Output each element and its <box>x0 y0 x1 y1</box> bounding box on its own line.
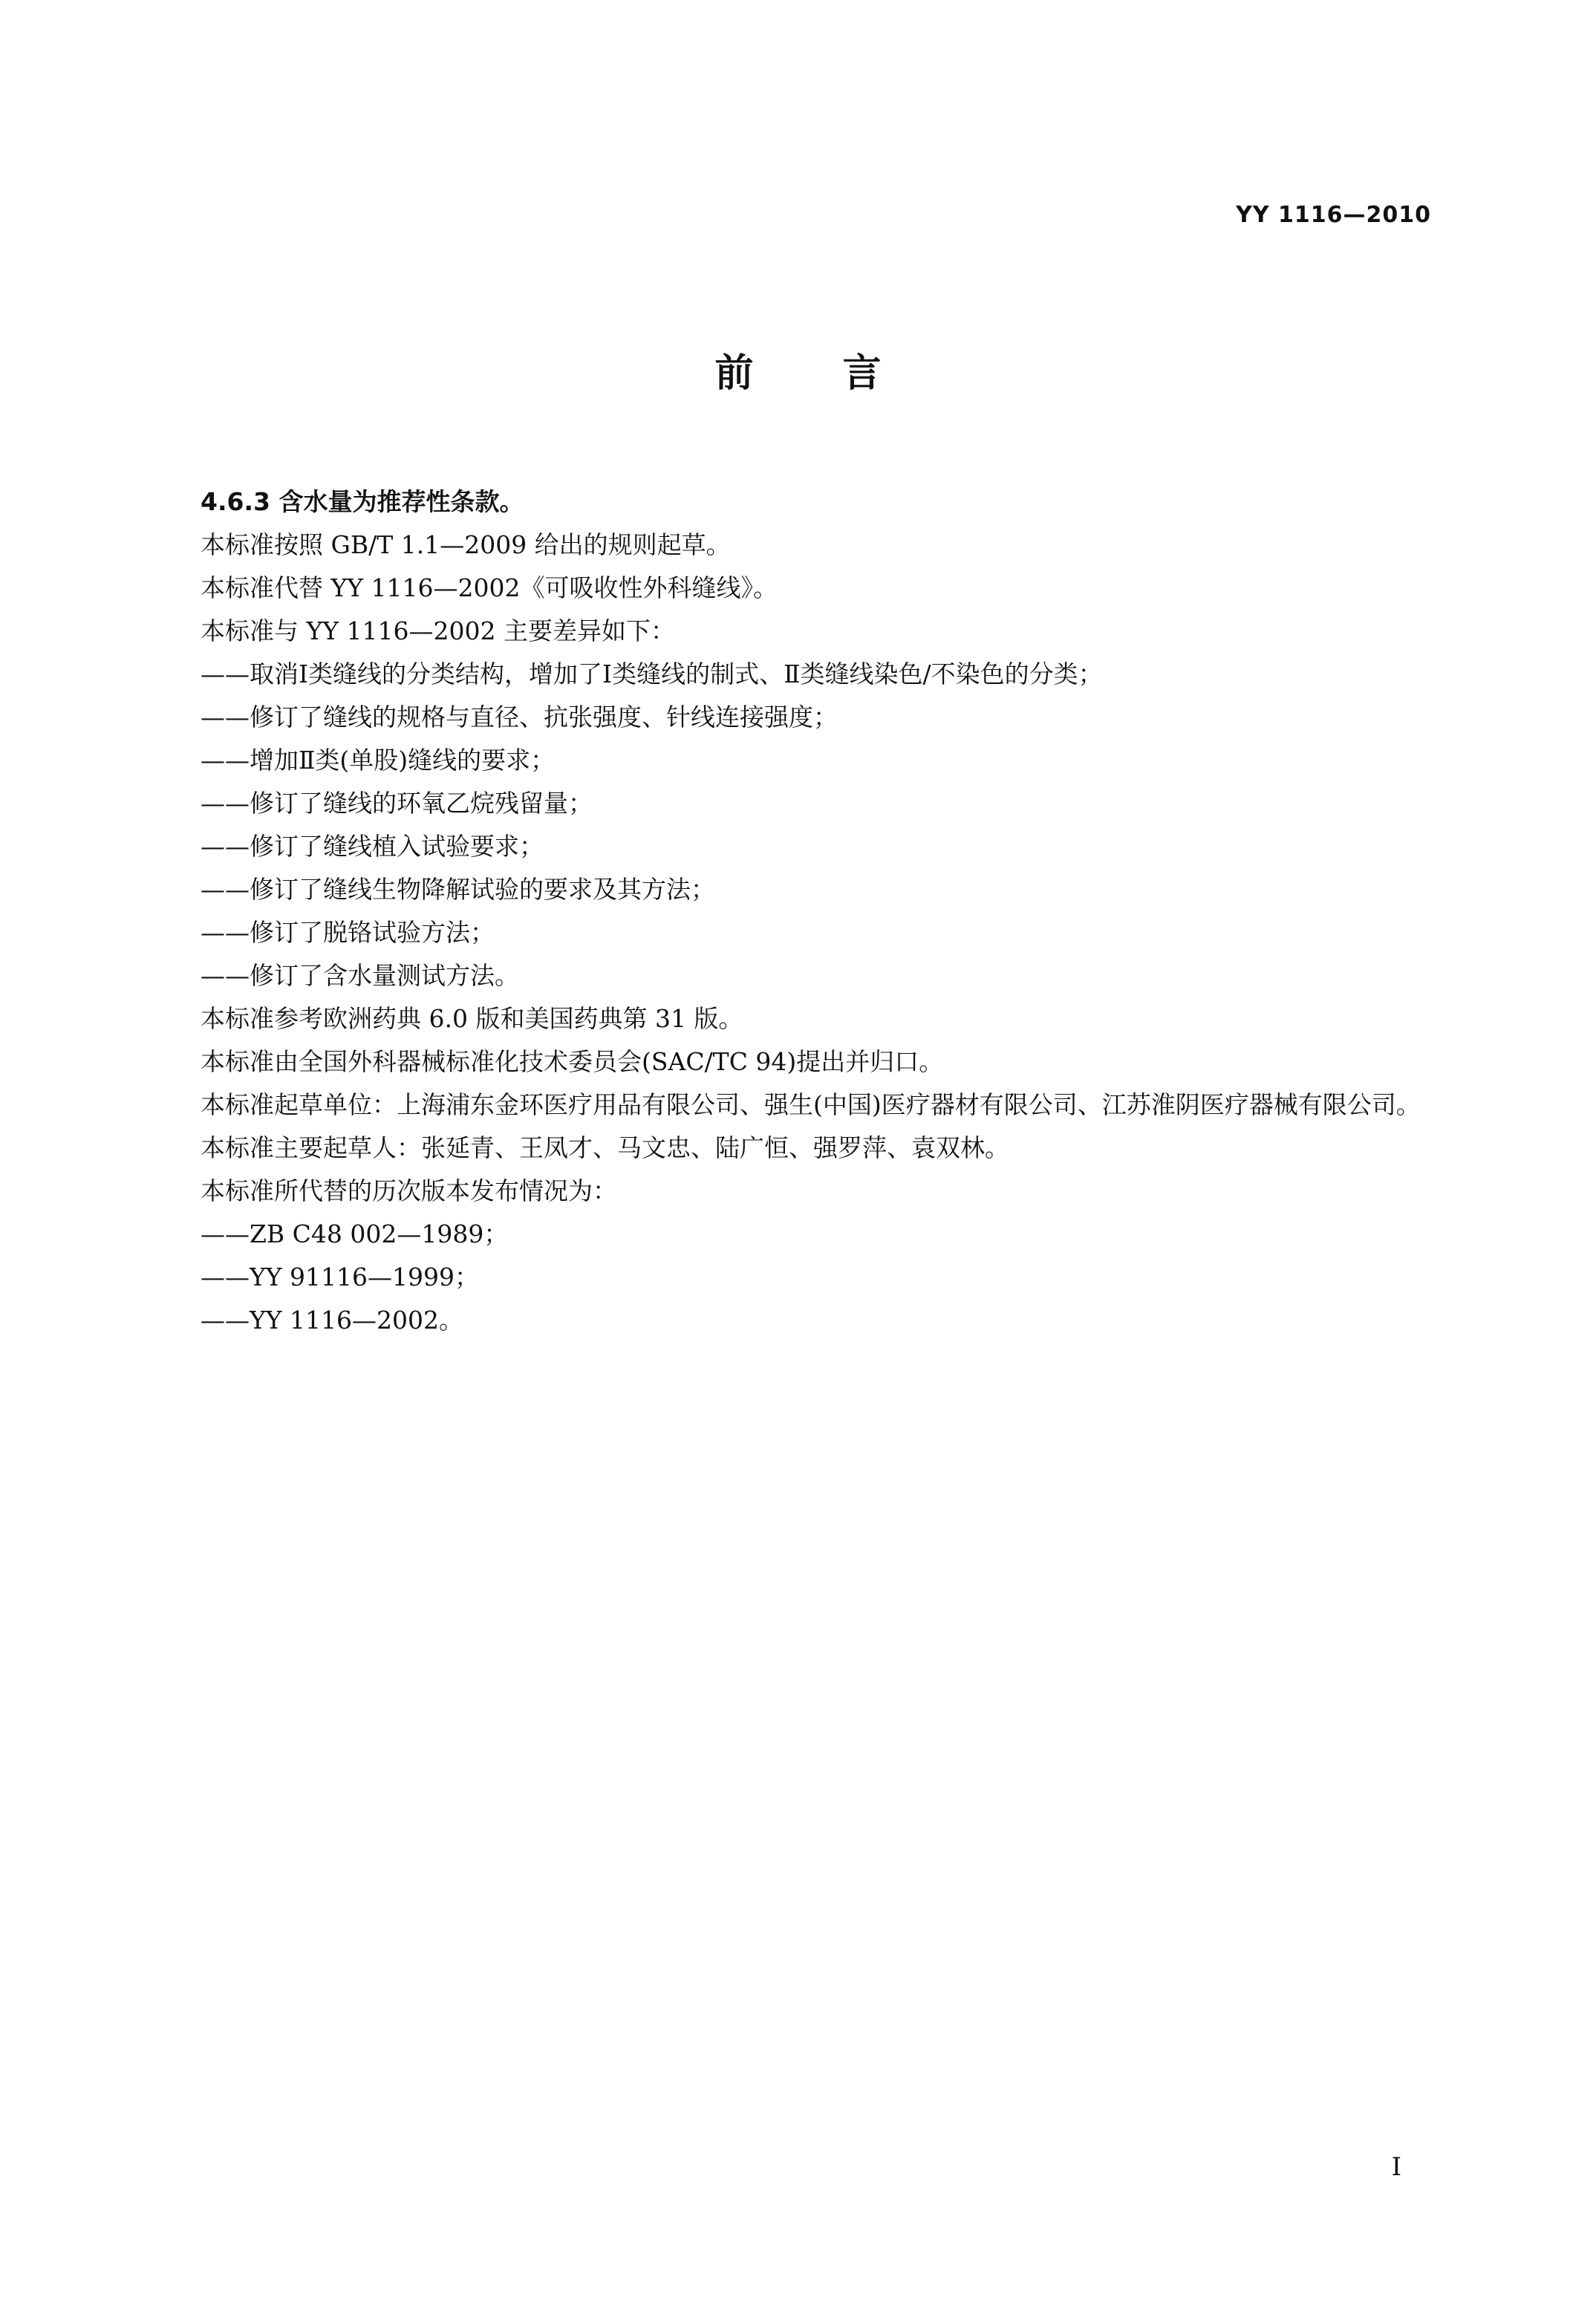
standard-code: YY 1116—2010 <box>1236 202 1431 228</box>
paragraph: 本标准主要起草人：张延青、王凤才、马文忠、陆广恒、强罗萍、袁双林。 <box>201 1133 1009 1162</box>
list-item: ——修订了缝线植入试验要求； <box>201 832 544 861</box>
list-item: ——ZB C48 002—1989； <box>201 1219 509 1248</box>
list-item: ——修订了缝线的规格与直径、抗张强度、针线连接强度； <box>201 703 838 732</box>
paragraph: 本标准按照 GB/T 1.1—2009 给出的规则起草。 <box>201 530 731 559</box>
page-title: 前言 <box>714 351 971 396</box>
list-item: ——修订了含水量测试方法。 <box>201 961 519 990</box>
list-item: ——YY 1116—2002。 <box>201 1306 464 1335</box>
list-item: ——取消Ⅰ类缝线的分类结构，增加了Ⅰ类缝线的制式、Ⅱ类缝线染色/不染色的分类； <box>201 659 1103 688</box>
list-item: ——修订了脱铬试验方法； <box>201 918 495 947</box>
paragraph: 本标准与 YY 1116—2002 主要差异如下： <box>201 616 676 645</box>
preface-body <box>157 480 1439 1342</box>
list-item: ——增加Ⅱ类(单股)缝线的要求； <box>201 746 556 775</box>
list-item: ——修订了缝线的环氧乙烷残留量； <box>201 789 593 818</box>
list-item: ——YY 91116—1999； <box>201 1262 480 1291</box>
paragraph: 本标准起草单位：上海浦东金环医疗用品有限公司、强生(中国)医疗器材有限公司、江苏淮阴医疗器械有限公司。 <box>201 1090 1421 1119</box>
list-item: ——修订了缝线生物降解试验的要求及其方法； <box>201 875 715 904</box>
paragraph: 本标准所代替的历次版本发布情况为： <box>201 1176 617 1205</box>
paragraph: 本标准由全国外科器械标准化技术委员会(SAC/TC 94)提出并归口。 <box>201 1047 944 1076</box>
page-number: I <box>1391 2152 1401 2182</box>
paragraph: 本标准参考欧洲药典 6.0 版和美国药典第 31 版。 <box>201 1004 743 1033</box>
paragraph: 4.6.3 含水量为推荐性条款。 <box>201 487 524 516</box>
paragraph: 本标准代替 YY 1116—2002《可吸收性外科缝线》。 <box>201 573 778 602</box>
